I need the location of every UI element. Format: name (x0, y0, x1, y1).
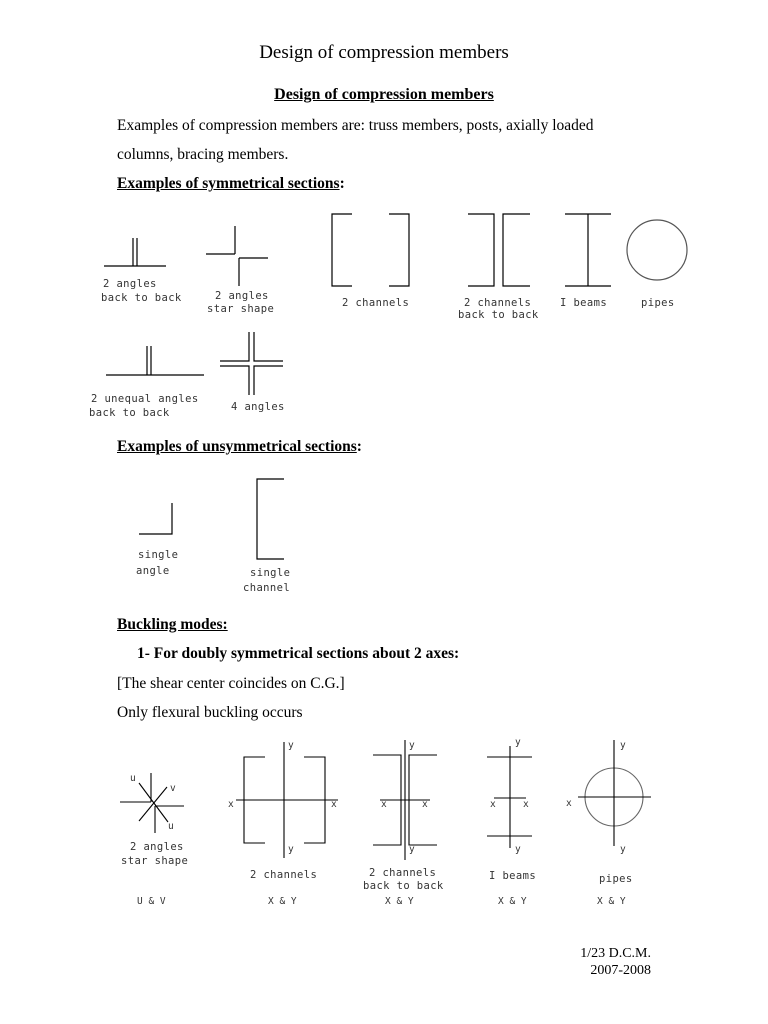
footer-page-number: 1/23 D.C.M. (580, 946, 651, 961)
label-single-channel-2: channel (243, 582, 291, 594)
label-single-angle-2: angle (136, 565, 170, 577)
buckling-heading: Buckling modes: (117, 616, 228, 633)
label-single-channel-1: single (250, 567, 291, 579)
axis-x-channels-left: x (228, 799, 234, 810)
axis-y-channels-top: y (288, 740, 294, 751)
axis-y-ibeam-top: y (515, 737, 521, 748)
axis-x-b2b-left: x (381, 799, 387, 810)
label-bm-channels-b2b-1: 2 channels (369, 867, 437, 879)
label-single-angle-1: single (138, 549, 179, 561)
label-bm-channels-b2b-2: back to back (363, 880, 444, 892)
axis-y-ibeam-bottom: y (515, 844, 521, 855)
label-channels-b2b-1: 2 channels (464, 297, 532, 309)
page-header-title: Design of compression members (259, 42, 509, 63)
label-axes-xy-ibeam: X & Y (498, 896, 527, 907)
label-unequal-1: 2 unequal angles (91, 393, 199, 405)
axis-x-channels-right: x (331, 799, 337, 810)
label-bm-star-2: star shape (121, 855, 189, 867)
main-heading: Design of compression members (274, 86, 494, 103)
label-four-angles: 4 angles (231, 401, 285, 413)
pipe-axes-drawing (578, 740, 651, 846)
buckling-note-2: Only flexural buckling occurs (117, 704, 303, 721)
axis-u-top: u (130, 773, 136, 784)
axis-v: v (170, 783, 176, 794)
axis-y-pipe-bottom: y (620, 844, 626, 855)
two-channels-axes-drawing (236, 742, 338, 858)
label-axes-uv: U & V (137, 896, 166, 907)
intro-line-1: Examples of compression members are: truss members, posts, axially loaded (117, 117, 594, 134)
unsymmetrical-heading-colon: : (356, 438, 362, 455)
i-beam-axes-drawing (487, 746, 532, 848)
label-unequal-2: back to back (89, 407, 170, 419)
label-axes-xy-b2b: X & Y (385, 896, 414, 907)
label-angles-b2b-2: back to back (101, 292, 182, 304)
footer-year: 2007-2008 (590, 963, 651, 978)
buckling-note-1: [The shear center coincides on C.G.] (117, 675, 345, 692)
label-angles-star-2: star shape (207, 303, 275, 315)
axis-x-b2b-right: x (422, 799, 428, 810)
label-bm-star-1: 2 angles (130, 841, 184, 853)
axis-x-ibeam-right: x (523, 799, 529, 810)
label-pipes: pipes (641, 297, 675, 309)
label-two-channels: 2 channels (342, 297, 410, 309)
symmetrical-heading-text: Examples of symmetrical sections (117, 175, 340, 192)
label-bm-ibeams: I beams (489, 870, 537, 882)
label-i-beams: I beams (560, 297, 608, 309)
axis-y-b2b-top: y (409, 740, 415, 751)
intro-line-2: columns, bracing members. (117, 146, 289, 163)
label-axes-xy-channels: X & Y (268, 896, 297, 907)
axis-y-pipe-top: y (620, 740, 626, 751)
label-channels-b2b-2: back to back (458, 309, 539, 321)
unsymmetrical-heading-text: Examples of unsymmetrical sections (117, 438, 357, 455)
buckling-item-1: 1- For doubly symmetrical sections about 2 axes: (137, 645, 460, 662)
axis-u-bottom: u (168, 821, 174, 832)
axis-x-ibeam-left: x (490, 799, 496, 810)
label-angles-star-1: 2 angles (215, 290, 269, 302)
axis-y-b2b-bottom: y (409, 844, 415, 855)
axis-x-pipe-left: x (566, 798, 572, 809)
label-axes-xy-pipe: X & Y (597, 896, 626, 907)
symmetrical-heading-colon: : (339, 175, 345, 192)
axis-y-channels-bottom: y (288, 844, 294, 855)
label-bm-pipes: pipes (599, 873, 633, 885)
label-angles-b2b-1: 2 angles (103, 278, 157, 290)
label-bm-channels: 2 channels (250, 869, 318, 881)
